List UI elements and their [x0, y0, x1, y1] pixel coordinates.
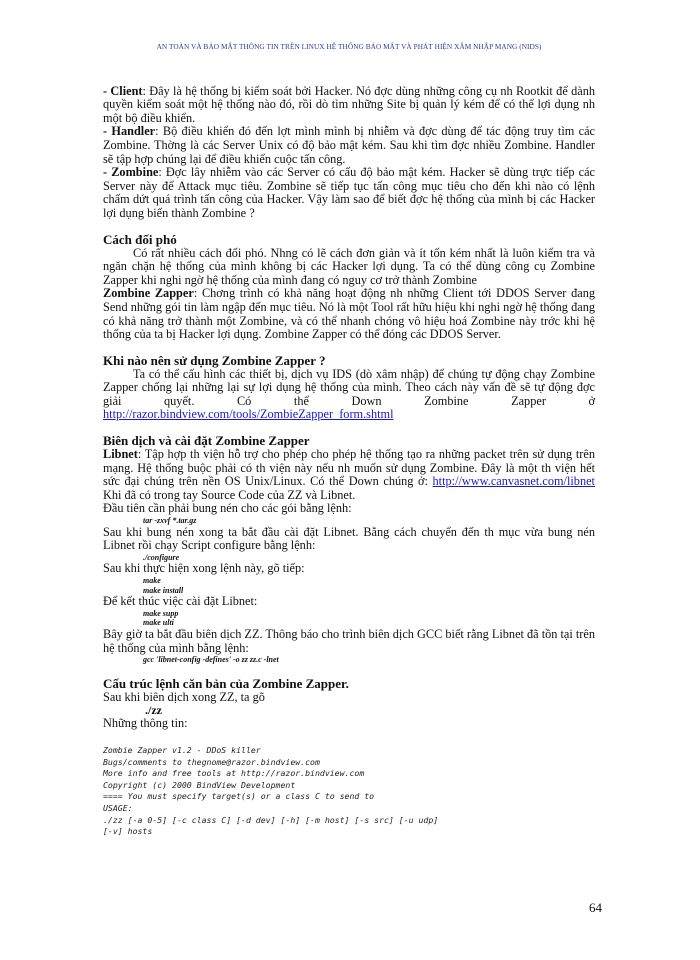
- client-text: : Đây là hệ thống bị kiểm soát bởi Hacker. Nó đợc dùng những công cụ nh Rootkit để dành quyền kiểm soát một hệ thống nào đó, rồi dò tìm những Site bị quản lý kém để có thể lợi dụng nh một bộ điều khiển.: [103, 83, 595, 125]
- libnet-text: : Tập hợp th viện hỗ trợ cho phép cho phép hệ thống tạo ra những packet trên sử dụng trên mạng. Hệ thống buộc phải có th viện này nếu nh muốn sử dụng Zombine. Đây là một th viện hết sức đại chúng trên nền OS Unix/Linux. Có thể Down chúng ở:: [103, 447, 595, 489]
- output-line: USAGE:: [103, 802, 133, 813]
- output-line: Bugs/comments to thegnome@razor.bindview.com: [103, 756, 320, 767]
- paragraph-de-ket-thuc: Để kết thúc việc cài đặt Libnet:: [103, 594, 258, 609]
- command-zz: ./zz: [145, 703, 162, 718]
- zombine-label: - Zombine: [103, 165, 159, 180]
- client-label: - Client: [103, 83, 143, 98]
- command-make-supp: make supp: [143, 608, 179, 618]
- heading-cach-doi-pho: Cách đối phó: [103, 231, 177, 247]
- paragraph-bay-gio: Bây giờ ta bắt đầu biên dịch ZZ. Thông báo cho trình biên dịch GCC biết rằng Libnet đã tồn tại trên hệ thống của mình bằng lệnh:: [103, 626, 595, 655]
- paragraph-sau-khi-thuc-hien: Sau khi thực hiện xong lệnh này, gõ tiếp:: [103, 561, 305, 576]
- handler-label: - Handler: [103, 124, 156, 139]
- libnet-after-text: Khi đã có trong tay Source Code của ZZ và Libnet.: [103, 487, 356, 502]
- libnet-download-link[interactable]: http://www.canvasnet.com/libnet: [432, 474, 595, 489]
- command-configure: ./configure: [143, 552, 180, 562]
- paragraph-nhung-thong-tin: Những thông tin:: [103, 716, 188, 731]
- paragraph-sau-khi-bien: Sau khi biên dịch xong ZZ, ta gõ: [103, 689, 265, 704]
- zombine-zapper-paragraph: [103, 287, 595, 341]
- output-line: ./zz [-a 0-5] [-c class C] [-d dev] [-h] [-m host] [-s src] [-u udp]: [103, 814, 439, 825]
- command-make-install: make install: [143, 585, 184, 595]
- zombine-paragraph: [103, 166, 595, 220]
- command-gcc: gcc 'libnet-config -defines' -o zz zz.c -lnet: [143, 655, 279, 665]
- output-line: [-v] hosts: [103, 826, 153, 837]
- khi-nao-text: Ta có thể cấu hình các thiết bị, dịch vụ IDS (dò xâm nhập) để chúng tự động chạy Zombine Zapper chống lại những lại sự lợi dụng hệ thống của mình. Theo cách này vấn đề sẽ tự động đợc giải quyết. Có thể Down Zombine Zapper ở: [103, 366, 595, 408]
- output-line: ==== You must specify target(s) or a class C to send to: [103, 791, 375, 802]
- paragraph-dau-tien: Đầu tiên cần phải bung nén cho các gói bằng lệnh:: [103, 501, 352, 516]
- zombie-zapper-download-link[interactable]: http://razor.bindview.com/tools/ZombieZapper_form.shtml: [103, 407, 394, 422]
- handler-text: : Bộ điều khiển đó đến lợt mình mình bị nhiễm và đợc dùng để tác động truy tìm các Zombine. Thờng là các Server Unix có độ bảo mật kém. Sau khi tìm đợc nhiều Zombine. Handler sẽ tập hợp chúng lại để điều khiển cuộc tấn công.: [103, 124, 595, 166]
- libnet-paragraph: [103, 448, 595, 502]
- output-line: Zombie Zapper v1.2 - DDoS killer: [103, 744, 261, 755]
- command-make-ulti: make ulti: [143, 618, 174, 628]
- command-make: make: [143, 576, 161, 585]
- output-line: Copyright (c) 2000 BindView Development: [103, 779, 296, 790]
- handler-paragraph: [103, 125, 595, 166]
- paragraph-sau-khi-bung: Sau khi bung nén xong ta bắt đầu cài đặt Libnet. Bằng cách chuyển đến th mục vừa bung nén Libnet rồi chạy Script configure bằng lệnh:: [103, 524, 595, 553]
- program-output: [103, 745, 595, 838]
- heading-bien-dich: Biên dịch và cài đặt Zombine Zapper: [103, 433, 310, 449]
- zombine-zapper-text: : Chơng trình có khả năng hoạt động nh những Client tới DDOS Server đang Send những gói tin làm ngập đến mục tiêu. Nó là một Tool rất hữu hiệu khi nghi ngờ hệ thống đang có khả năng trở thành một Zombine, và có thể nhanh chóng vô hiệu hoá Zombine này trớc khi hệ thống của ta bị Hacker lợi dụng. Zombine Zapper có thể đóng các DDOS Server.: [103, 286, 595, 342]
- page-number: 64: [589, 900, 602, 915]
- zombine-zapper-label: Zombine Zapper: [103, 286, 194, 301]
- paragraph-khi-nao: [103, 368, 595, 422]
- client-paragraph: [103, 85, 595, 126]
- running-header: AN TOÀN VÀ BẢO MẬT THÔNG TIN TRÊN LINUX HỆ THỐNG BẢO MẬT VÀ PHÁT HIỆN XÂM NHẬP MẠNG (NIDS): [156, 42, 542, 51]
- libnet-label: Libnet: [103, 447, 138, 462]
- zombine-text: : Đợc lây nhiễm vào các Server có cấu độ bảo mật kém. Hacker sẽ dùng trực tiếp các Server này để Attack mục tiêu. Zombine sẽ tiếp tục tấn công mục tiêu cho đến khi nào có lệnh chấm dứt quá trình tấn công của Hacker. Vậy làm sao để biết đợc hệ thống của mình bị các Hacker lợi dụng biến thành Zombine ?: [103, 165, 595, 220]
- heading-khi-nao: Khi nào nên sử dụng Zombine Zapper ?: [103, 352, 326, 368]
- command-tar: tar -zxvf *.tar.gz: [143, 516, 197, 526]
- output-line: More info and free tools at http://razor.bindview.com: [103, 768, 365, 779]
- paragraph-cach-doi-pho: Có rất nhiều cách đối phó. Nhng có lẽ cách đơn giản và ít tốn kém nhất là luôn kiểm tra và ngăn chặn hệ thống của mình không bị các Hacker lợi dụng. Ta có thể dùng công cụ Zombine Zapper khi nghi ngờ hệ thống của mình đang có nguy cơ trở thành Zombine: [103, 245, 595, 287]
- heading-cau-truc: Cấu trúc lệnh căn bản của Zombine Zapper.: [103, 675, 349, 691]
